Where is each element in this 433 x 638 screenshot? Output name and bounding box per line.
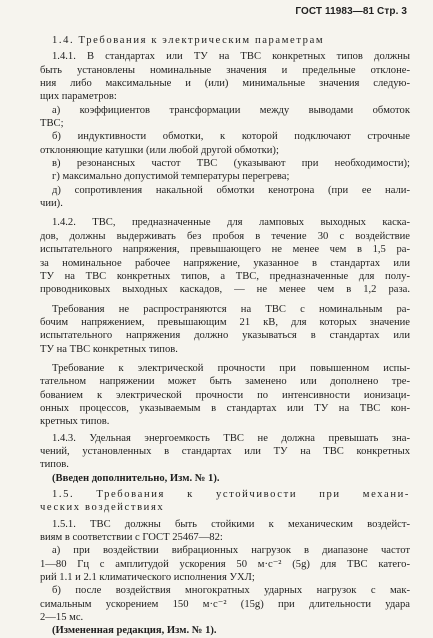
- text-line-p142b-2: бочим напряжением, превышающим 21 кВ, для которых значение: [40, 316, 410, 328]
- text-line-p142-6: проводниковых выходных каскадов, — не менее чем в 1,2 раза.: [40, 284, 410, 296]
- text-line-p142b-1: Требования не распространяются на ТВС с номинальным ра-: [52, 303, 410, 315]
- text-line-p141-3: ния либо максимальные и (или) минимальные значения следую-: [40, 78, 410, 90]
- text-line-p151-2: виям в соответствии с ГОСТ 25467—82:: [40, 532, 223, 544]
- text-line-p142c-3: бованием к электрической прочности по интенсивности ионизаци-: [40, 389, 410, 401]
- text-line-p151-1: 1.5.1. ТВС должны быть стойкими к механическим воздейст-: [52, 518, 410, 530]
- text-line-p141-b1: б) индуктивности обмотки, к которой подключают строчные: [52, 131, 410, 143]
- text-line-p151-a2: 1—80 Гц с амплитудой ускорения 50 м·с⁻² (5g) для ТВС катего-: [40, 558, 410, 570]
- text-line-s15-2: ческих воздействиях: [40, 502, 165, 514]
- document-body: [40, 34, 410, 638]
- text-line-s15-1: 1.5. Требования к устойчивости при механи-: [52, 489, 410, 500]
- text-line-p141-d1: д) сопротивления накальной обмотки кенотрона (при ее нали-: [52, 184, 410, 196]
- text-line-p142-4: за номинальное рабочее напряжение, указанное в стандартах или: [40, 257, 410, 269]
- text-line-p141-g: г) максимально допустимой температуры перегрева;: [52, 171, 290, 183]
- text-line-ed2: (Измененная редакция, Изм. № 1).: [52, 625, 217, 637]
- text-line-p141-v: в) резонансных частот ТВС (указывают при необходимости);: [52, 158, 410, 170]
- text-line-p151-a1: а) при воздействии вибрационных нагрузок в диапазоне частот: [52, 545, 410, 557]
- text-line-p142b-3: испытательного напряжения должно указываться в стандартах или: [40, 330, 410, 342]
- text-line-p142-3: испытательного напряжения, превышающего не менее чем в 1,5 ра-: [40, 244, 410, 256]
- text-line-p141-d2: чии).: [40, 198, 63, 210]
- text-line-p141-1: 1.4.1. В стандартах или ТУ на ТВС конкретных типов должны: [52, 51, 410, 63]
- text-line-p142c-4: онных процессов, указываемым в стандартах или ТУ на ТВС кон-: [40, 402, 410, 414]
- text-line-p142c-2: тательном напряжении может быть заменено или дополнено тре-: [40, 376, 410, 388]
- text-line-p143-1: 1.4.3. Удельная энергоемкость ТВС не должна превышать зна-: [52, 432, 410, 444]
- text-line-p143-3: типов.: [40, 459, 69, 471]
- text-line-p141-2: быть установлены номинальные значения и предельные отклоне-: [40, 64, 410, 76]
- text-line-p142c-5: кретных типов.: [40, 416, 110, 428]
- text-line-p142-5: ТУ на ТВС конкретных типов, а ТВС, предназначенные для полу-: [40, 270, 410, 282]
- text-line-ed1: (Введен дополнительно, Изм. № 1).: [52, 472, 220, 484]
- text-line-p142-2: дов, должны выдерживать без пробоя в течение 30 с воздействие: [40, 230, 410, 242]
- text-line-s14-title: 1.4. Требования к электрическим параметрам: [52, 35, 325, 46]
- text-line-p151-b1: б) после воздействия многократных ударных нагрузок с мак-: [52, 585, 410, 597]
- text-line-p142-1: 1.4.2. ТВС, предназначенные для ламповых выходных каска-: [52, 217, 410, 229]
- text-line-p141-4: щих параметров:: [40, 91, 117, 103]
- text-line-p141-b2: отклоняющие катушки (или любой другой обмотки);: [40, 144, 279, 156]
- page-header: ГОСТ 11983—81 Стр. 3: [295, 6, 407, 17]
- text-line-p151-a3: рий 1.1 и 2.1 климатического исполнения УХЛ;: [40, 572, 255, 584]
- text-line-p142c-1: Требование к электрической прочности при повышенном испы-: [52, 362, 410, 374]
- text-line-p141-a2: ТВС;: [40, 118, 64, 130]
- text-line-p151-b3: 2—15 мс.: [40, 612, 84, 624]
- text-line-p143-2: чений, установленных в стандартах или ТУ на ТВС конкретных: [40, 445, 410, 457]
- text-line-p141-a1: а) коэффициентов трансформации между выводами обмоток: [52, 104, 410, 116]
- text-line-p142b-4: ТУ на ТВС конкретных типов.: [40, 343, 178, 355]
- text-line-p151-b2: симальным ускорением 150 м·с⁻² (15g) при длительности удара: [40, 598, 410, 610]
